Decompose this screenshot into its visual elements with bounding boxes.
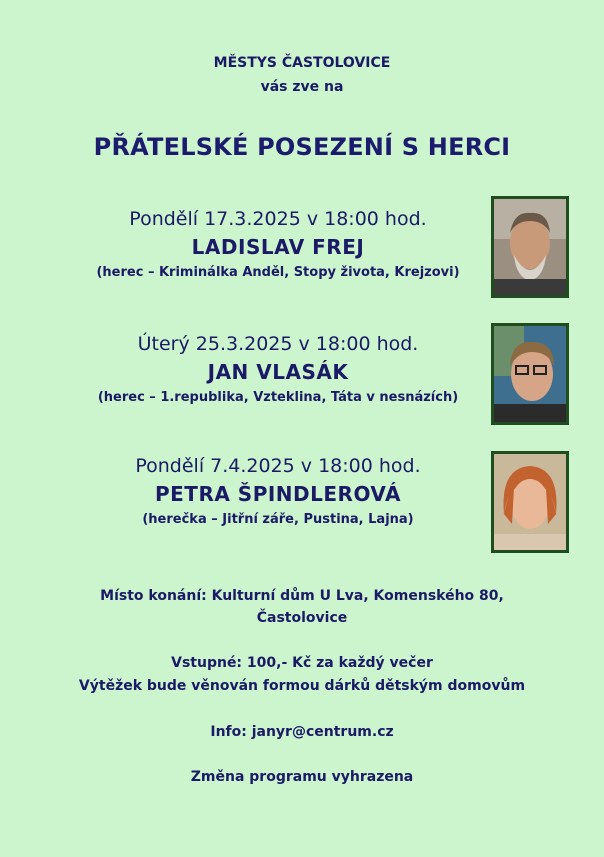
- event-1: [40, 208, 516, 280]
- page-title: PŘÁTELSKÉ POSEZENÍ S HERCI: [93, 133, 511, 161]
- venue-line-1: Místo konání: Kulturní dům U Lva, Komenského 80,: [100, 588, 504, 604]
- program-disclaimer: Změna programu vyhrazena: [190, 769, 414, 785]
- event-date: Úterý 25.3.2025 v 18:00 hod.: [137, 333, 419, 355]
- actor-photo-ladislav-frej: [491, 196, 569, 298]
- event-date: Pondělí 17.3.2025 v 18:00 hod.: [129, 208, 427, 230]
- event-actor-name: JAN VLASÁK: [207, 360, 349, 384]
- event-3: [40, 455, 516, 527]
- event-actor-note: (herečka – Jitřní záře, Pustina, Lajna): [142, 512, 414, 527]
- actor-photo-jan-vlasak: [491, 323, 569, 425]
- event-date: Pondělí 7.4.2025 v 18:00 hod.: [135, 455, 421, 477]
- organizer: MĚSTYS ČASTOLOVICE: [213, 55, 391, 71]
- actor-photo-petra-spindlerova: [491, 451, 569, 553]
- event-2: [40, 333, 516, 405]
- proceeds-note: Výtěžek bude věnován formou dárků dětským domovům: [78, 678, 526, 694]
- info-contact: Info: janyr@centrum.cz: [210, 724, 394, 740]
- venue-line-2: Častolovice: [256, 610, 348, 626]
- entry-fee: Vstupné: 100,- Kč za každý večer: [171, 655, 433, 671]
- event-actor-note: (herec – 1.republika, Vzteklina, Táta v nesnázích): [97, 390, 459, 405]
- event-actor-name: LADISLAV FREJ: [191, 235, 365, 259]
- event-actor-note: (herec – Kriminálka Anděl, Stopy života, Krejzovi): [96, 265, 460, 280]
- invite-text: vás zve na: [260, 79, 344, 95]
- event-actor-name: PETRA ŠPINDLEROVÁ: [154, 482, 402, 506]
